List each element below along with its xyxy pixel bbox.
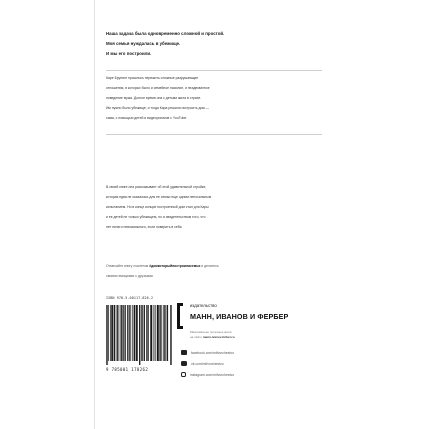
barcode-bar	[122, 305, 123, 361]
barcode-bar	[128, 305, 129, 361]
intro-line: Наша задача была одновременно сложной и простой.	[106, 31, 225, 36]
barcode-bar	[134, 305, 135, 361]
barcode-bar	[121, 305, 122, 361]
barcode-bar	[148, 305, 149, 361]
publisher-bracket-logo	[177, 303, 183, 329]
body-line: Каре Брунинг пришлось пережить сложные разрушающие	[106, 76, 199, 80]
body-line: поведение мужа. Долгое время она с детьми жила в страхе.	[106, 96, 202, 100]
barcode-bar	[152, 305, 153, 361]
barcode-bar	[117, 305, 118, 361]
barcode-bar	[136, 305, 137, 361]
barcode-bar	[115, 305, 116, 361]
social-links	[181, 347, 291, 380]
barcode-bar	[164, 305, 165, 361]
hashtag: #домкоторыйпостроиласемья	[149, 264, 201, 268]
promo-line: Максимально полезные книги	[190, 330, 232, 334]
barcode-bar	[124, 305, 125, 361]
body-line: испытанием. Но в конце концов построенный дом стал для Кары	[106, 205, 209, 209]
barcode-bar	[139, 305, 140, 365]
body-line: и ее детей не только убежищем, но и свидетельством того, что	[106, 215, 206, 219]
social-text: facebook.com/mifvorchestvo	[191, 350, 234, 355]
barcode-bar	[167, 305, 168, 361]
barcode-bar	[151, 305, 152, 361]
isbn-label: ISBN 978-5-00117-826-2	[106, 296, 154, 300]
promo-site[interactable]: mann-ivanov-ferber.ru	[202, 335, 235, 339]
barcode-bar	[140, 305, 141, 365]
barcode-bar	[121, 305, 122, 361]
side-band	[0, 0, 95, 429]
intro-text	[106, 29, 316, 59]
barcode-bar	[160, 305, 161, 361]
share-hashtag	[106, 261, 336, 281]
facebook-icon	[181, 350, 187, 355]
body-paragraph-2	[106, 182, 316, 232]
barcode-graphic	[106, 305, 172, 365]
barcode-bar	[157, 305, 158, 361]
barcode-bar	[170, 305, 171, 365]
barcode-bar	[132, 305, 133, 361]
social-vk[interactable]	[181, 358, 291, 369]
barcode-bar	[161, 305, 162, 361]
barcode-bar	[108, 305, 109, 361]
barcode-bar	[154, 305, 155, 361]
publisher-promo	[190, 330, 280, 340]
share-before: Отмечайте книгу хэштегом	[106, 264, 149, 268]
barcode-bar	[155, 305, 156, 361]
body-line: которая едва не оказалась для ее семьи еще одним непосильным	[106, 195, 212, 199]
barcode-bar	[171, 305, 172, 365]
body-paragraph	[106, 73, 316, 123]
share-after: и делитесь	[201, 264, 219, 268]
social-facebook[interactable]	[181, 347, 291, 358]
body-line: нет ничего невозможного, если поверить в себя.	[106, 225, 183, 229]
barcode-bar	[125, 305, 126, 361]
barcode-bar	[107, 305, 108, 365]
instagram-icon	[181, 372, 186, 377]
divider	[106, 70, 322, 71]
barcode-bar	[110, 305, 111, 361]
intro-line: Моя семья нуждалась в убежище.	[106, 41, 181, 46]
barcode-bar	[113, 305, 114, 361]
barcode	[106, 305, 172, 365]
body-line: отношения, в которых было и семейное насилие, и неадекватное	[106, 86, 210, 90]
body-line: сама, с помощью детей и видеороликов с YouTube.	[106, 116, 188, 120]
barcode-bar	[130, 305, 131, 361]
intro-line: И мы его построили.	[106, 51, 152, 56]
publisher-label: издательство	[190, 303, 217, 308]
barcode-bar	[165, 305, 166, 361]
barcode-bar	[163, 305, 164, 361]
barcode-bar	[146, 305, 147, 361]
divider	[106, 134, 322, 135]
share-line2: своими эмоциями с друзьями	[106, 274, 153, 278]
barcode-bar	[142, 305, 143, 361]
barcode-bar	[129, 305, 130, 361]
barcode-bar	[141, 305, 142, 361]
barcode-bar	[123, 305, 124, 361]
barcode-bar	[158, 305, 159, 361]
barcode-bar	[137, 305, 138, 361]
barcode-bar	[159, 305, 160, 361]
barcode-bar	[119, 305, 120, 361]
barcode-bar	[147, 305, 148, 361]
barcode-bar	[111, 305, 112, 361]
social-text: instagram.com/mifvorchestvo	[190, 372, 235, 377]
body-line: В своей книге она рассказывает об этой удивительной стройке,	[106, 185, 207, 189]
promo-prefix: на сайте	[190, 335, 203, 339]
barcode-bar	[144, 305, 145, 361]
isbn-digits: 9 785001 178262	[106, 367, 149, 372]
barcode-bar	[157, 305, 158, 361]
barcode-bar	[106, 305, 107, 365]
vk-icon	[181, 361, 187, 366]
social-instagram[interactable]	[181, 369, 291, 380]
barcode-bar	[136, 305, 137, 361]
barcode-bar	[144, 305, 145, 361]
publisher-name: МАНН, ИВАНОВ И ФЕРБЕР	[190, 312, 289, 321]
barcode-bar	[150, 305, 151, 361]
barcode-bar	[114, 305, 115, 361]
barcode-bar	[134, 305, 135, 361]
barcode-bar	[127, 305, 128, 361]
social-text: vk.com/mifvorchestvo	[191, 361, 224, 366]
body-line: Им нужно было убежище, и тогда Кара решила построить дом —	[106, 106, 209, 110]
barcode-bar	[167, 305, 168, 361]
barcode-bar	[112, 305, 113, 361]
barcode-bar	[117, 305, 118, 361]
